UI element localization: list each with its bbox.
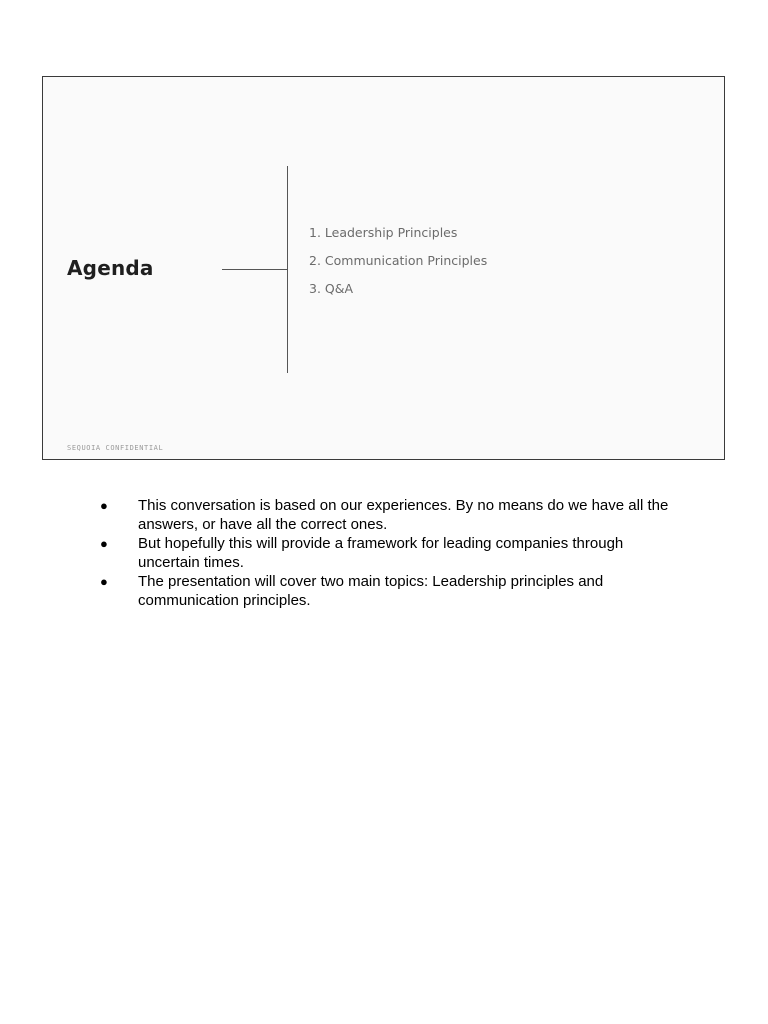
slide-title: Agenda [67, 256, 154, 280]
bullet-icon: ● [100, 536, 108, 551]
slide [42, 76, 725, 460]
note-item [100, 534, 680, 572]
note-item [100, 496, 680, 534]
agenda-list [309, 219, 487, 303]
note-text: But hopefully this will provide a framework for leading companies through uncertain times. [138, 535, 624, 571]
connector-horizontal-line [222, 269, 288, 270]
note-text: The presentation will cover two main topics: Leadership principles and communication principles. [138, 573, 604, 609]
bullet-icon: ● [100, 498, 108, 513]
note-item [100, 572, 680, 610]
speaker-notes [100, 496, 680, 610]
bullet-icon: ● [100, 574, 108, 589]
note-text: This conversation is based on our experiences. By no means do we have all the answers, or have all the correct ones. [138, 497, 669, 533]
connector-vertical-line [287, 166, 288, 373]
agenda-item-communication: 2. Communication Principles [309, 253, 488, 268]
agenda-item-leadership: 1. Leadership Principles [309, 225, 458, 240]
agenda-item-qa: 3. Q&A [309, 281, 354, 296]
confidential-label: SEQUOIA CONFIDENTIAL [67, 444, 164, 452]
